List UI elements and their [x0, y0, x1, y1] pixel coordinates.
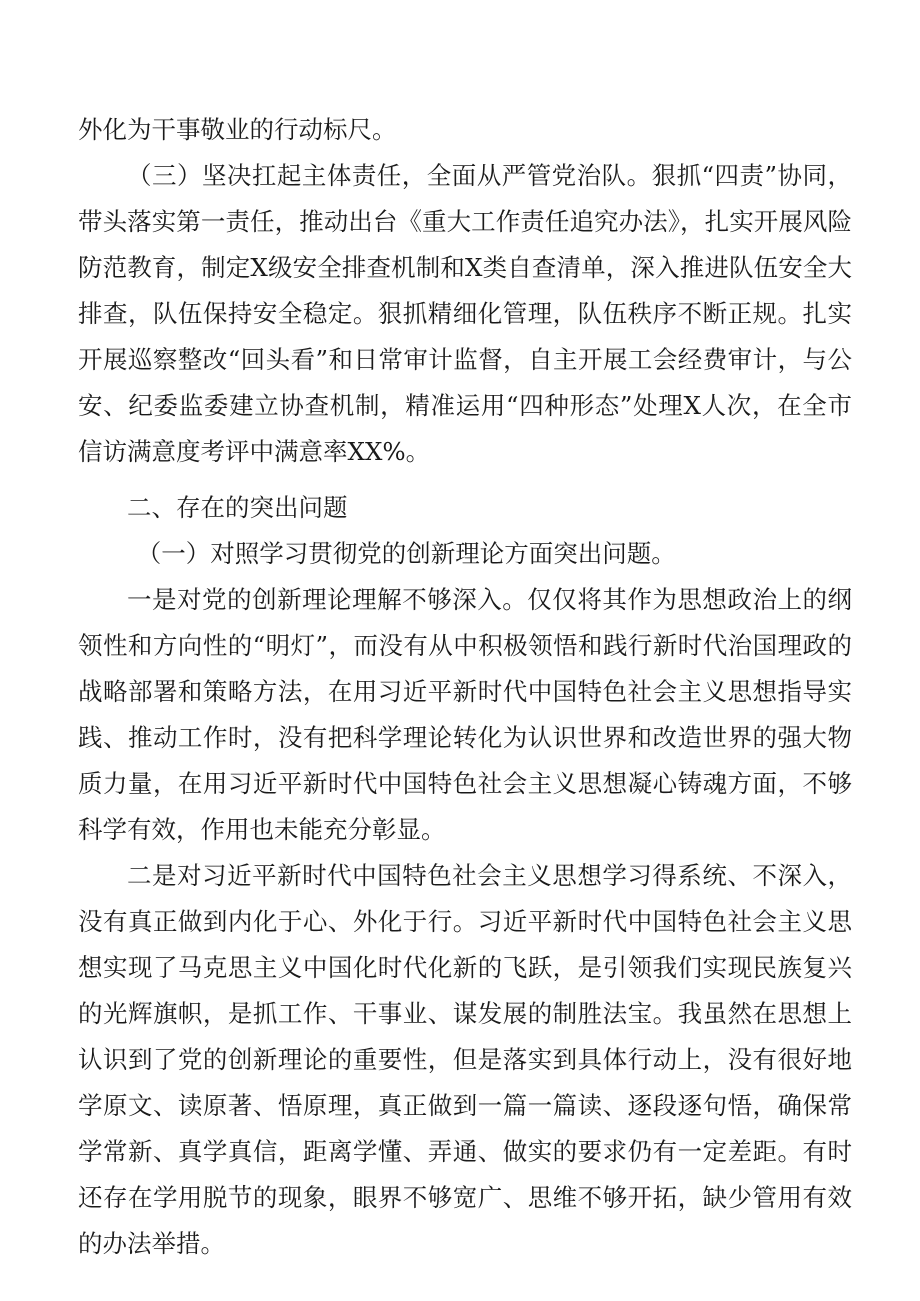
paragraph-point-one: 一是对党的创新理论理解不够深入。仅仅将其作为思想政治上的纲领性和方向性的“明灯”，而没有从中积极领悟和践行新时代治国理政的战略部署和策略方法，在用习近平新时代中国特色社会主义思想指导实践、推动工作时，没有把科学理论转化为认识世界和改造世界的强大物质力量，在用习近平新时代中国特色社会主义思想凝心铸魂方面，不够科学有效，作用也未能充分彰显。 — [78, 585, 852, 844]
document-body — [78, 107, 852, 1267]
section-heading-problems: 二、存在的突出问题 — [127, 493, 348, 522]
paragraph-point-two: 二是对习近平新时代中国特色社会主义思想学习得系统、不深入，没有真正做到内化于心、外化于行。习近平新时代中国特色社会主义思想实现了马克思主义中国化时代化新的飞跃，是引领我们实现民族复兴的光辉旗帜，是抓工作、干事业、谋发展的制胜法宝。我虽然在思想上认识到了党的创新理论的重要性，但是落实到具体行动上，没有很好地学原文、读原著、悟原理，真正做到一篇一篇读、逐段逐句悟，确保常学常新、真学真信，距离学懂、弄通、做实的要求仍有一定差距。有时还存在学用脱节的现象，眼界不够宽广、思维不够开拓，缺少管用有效的办法举措。 — [78, 861, 852, 1258]
paragraph-continuation: 外化为干事敬业的行动标尺。 — [78, 115, 397, 144]
subsection-heading-theory: （一）对照学习贯彻党的创新理论方面突出问题。 — [136, 539, 676, 568]
paragraph-responsibility: （三）坚决扛起主体责任，全面从严管党治队。狠抓“四责”协同，带头落实第一责任，推动出台《重大工作责任追究办法》，扎实开展风险防范教育，制定X级安全排查机制和X类自查清单，深入推进队伍安全大排查，队伍保持安全稳定。狠抓精细化管理，队伍秩序不断正规。扎实开展巡察整改“回头看”和日常审计监督，自主开展工会经费审计，与公安、纪委监委建立协查机制，精准运用“四种形态”处理X人次，在全市信访满意度考评中满意率XX%。 — [78, 161, 852, 466]
